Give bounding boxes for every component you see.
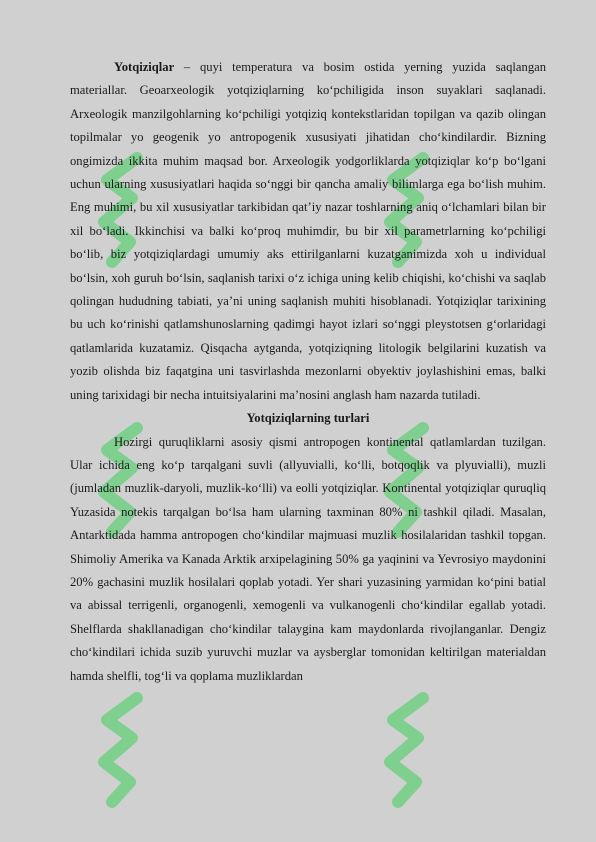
section-heading: Yotqiziqlarning turlari xyxy=(246,411,370,426)
watermark-logo-icon xyxy=(378,690,438,810)
term-yotqiziqlar: Yotqiziqlar xyxy=(114,60,175,74)
paragraph-types: Hozirgi quruqliklarni asosiy qismi antropogen kontinental qatlamlardan tuzilgan. Ular ichida eng ko‘p tarqalgani suvli (allyuvialli, ko‘lli, botqoqlik va plyuvialli), muzli (jumladan muzlik-daryoli, muzlik-ko‘lli) va eolli yotqiziqlar. Kontinental yotqiziqlar quruqliq Yuzasida notekis tarqalgan bo‘lsa ham ularning taxminan 80% ni tashkil qiladi. Masalan, Antarktidada hamma antropogen cho‘kindilar majmuasi muzlik hosilalaridan tashkil topgan. Shimoliy Amerika va Kanada Arktik arxipelagining 50% ga yaqinini va Yevrosiyo maydonini 20% gachasini muzlik hosilalari qoplab yotadi. Yer shari yuzasining yarmidan ko‘pini batial va abissal terrigenli, organogenli, xemogenli va vulkanogenli cho‘kindilar egallab yotadi. Shelflarda shakllanadigan cho‘kindilar talaygina kam maydonlarda rivojlanganlar. Dengiz cho‘kindilari ichida suzib yuruvchi muzlar va aysberglar tomonidan keltirilgan materialdan hamda shelfli, tog‘li va qoplama muzliklardan xyxy=(70,434,546,683)
document-body xyxy=(70,56,546,688)
paragraph-definition-text: – quyi temperatura va bosim ostida yerning yuzida saqlangan materiallar. Geoarxeologik yotqiziqlarning ko‘pchiligida inson suyaklari saqlanadi. Arxeologik manzilgohlarning ko‘pchiligi yotqiziq kontekstlaridan topilgan va qazib olingan topilmalar yo geogenik yo antropogenik xususiyati jihatidan cho‘kindilardir. Bizning ongimizda ikkita muhim maqsad bor. Arxeologik yodgorliklarda yotqiziqlar ko‘p bo‘lgani uchun ularning xususiyatlari haqida so‘nggi bir qancha amaliy bilimlarga ega bo‘lish muhim. Eng muhimi, bu xil xususiyatlar tarkibidan qat’iy nazar toshlarning aniq o‘lchamlari bilan bir xil bo‘ladi. Ikkinchisi va balki ko‘proq muhimdir, bu bir xil parametrlarning ko‘pchiligi bo‘lib, biz yotqiziqlardagi umumiy aks ettirilganlarni kuzatganimizda xoh u individual bo‘lsin, xoh guruh bo‘lsin, saqlanish tarixi o‘z ichiga uning kelib chiqishi, ko‘chishi va saqlab qolingan hududning tabiati, ya’ni uning saqlanish muhiti hisoblanadi. Yotqiziqlar tarixining bu uch ko‘rinishi qatlamshunoslarning qadimgi hayot izlari so‘nggi pleystotsen g‘orlaridagi qatlamlarida kuzatamiz. Qisqacha aytganda, yotqiziqning litologik belgilarini kuzatish va yozib olishda biz faqatgina uni tasvirlashda mezonlarni obyektiv joylashishini emas, balki uning tarixidagi bir necha intuitsiyalarini ma’nosini anglash ham nazarda tutiladi. xyxy=(70,60,546,402)
watermark-logo-icon xyxy=(92,690,152,810)
paragraph-definition xyxy=(70,56,546,407)
